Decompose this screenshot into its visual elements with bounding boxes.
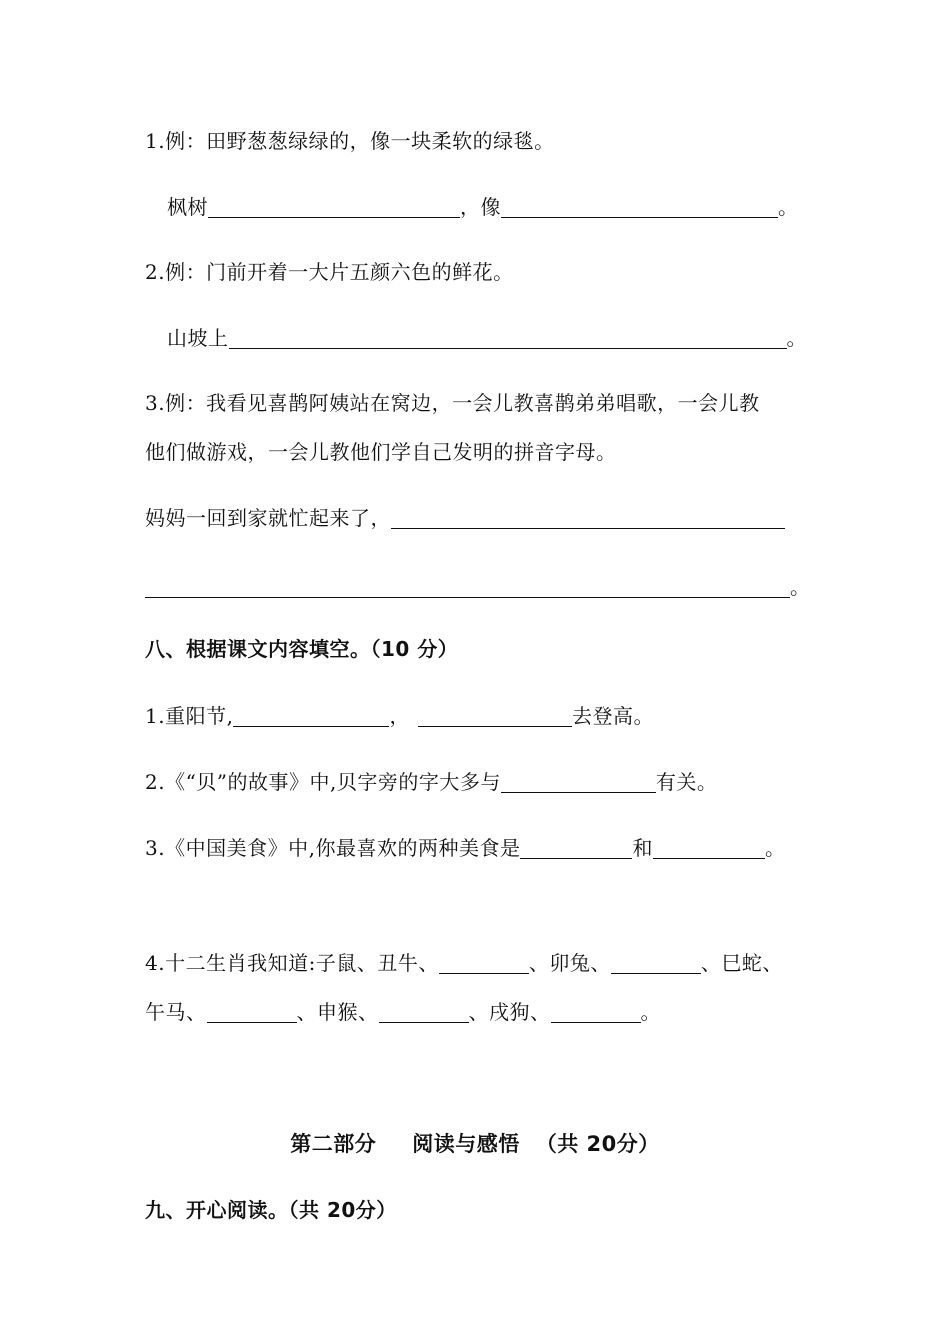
section9-heading: 九、开心阅读。（共 20分） <box>145 1198 397 1222</box>
s8-q4-blank-2[interactable] <box>611 951 701 974</box>
s8-q4-blank-3[interactable] <box>207 1000 297 1023</box>
s8-q3 <box>145 833 785 863</box>
s8-q3-end: 。 <box>764 836 786 860</box>
part2-heading <box>0 1129 950 1159</box>
part2-title: 阅读与感悟 <box>412 1132 520 1156</box>
q3-blank-2[interactable] <box>145 575 790 598</box>
q1-example: 1.例：田野葱葱绿绿的，像一块柔软的绿毯。 <box>145 129 555 153</box>
s8-q3-blank-1[interactable] <box>520 836 632 859</box>
s8-q4-text-c: 、巳蛇、 <box>700 951 783 975</box>
q3-answer-line-1 <box>145 503 785 533</box>
q1-end: 。 <box>778 195 799 219</box>
q1-mid: ，像 <box>460 195 501 219</box>
q2-prefix: 山坡上 <box>167 326 229 350</box>
q2-end: 。 <box>786 326 807 350</box>
s8-q1-end: 去登高。 <box>571 704 654 728</box>
part2-label: 第二部分 <box>290 1132 377 1156</box>
s8-q4-text-e: 、申猴、 <box>296 1000 379 1024</box>
s8-q1-blank-2[interactable] <box>418 704 572 727</box>
s8-q4-end: 。 <box>640 1000 661 1024</box>
s8-q3-blank-2[interactable] <box>653 836 765 859</box>
s8-q4-blank-4[interactable] <box>379 1000 469 1023</box>
s8-q2-prefix: 2.《“贝”的故事》中,贝字旁的字大多与 <box>145 770 501 794</box>
q1-prefix: 枫树 <box>167 195 208 219</box>
q2-answer-line <box>167 323 807 353</box>
s8-q4-text-a: 4.十二生肖我知道:子鼠、丑牛、 <box>145 951 439 975</box>
q3-example-line-1: 3.例：我看见喜鹊阿姨站在窝边，一会儿教喜鹊弟弟唱歌，一会儿教 <box>145 391 760 415</box>
s8-q4-blank-1[interactable] <box>439 951 529 974</box>
q3-end: 。 <box>790 575 811 599</box>
s8-q4-blank-5[interactable] <box>551 1000 641 1023</box>
q3-prompt: 妈妈一回到家就忙起来了， <box>145 506 391 530</box>
q3-blank-1[interactable] <box>391 506 785 529</box>
q1-blank-1[interactable] <box>208 195 460 218</box>
q3-answer-line-2 <box>145 572 811 602</box>
s8-q1-mid: ， <box>389 704 410 728</box>
s8-q1-blank-1[interactable] <box>233 704 389 727</box>
s8-q3-prefix: 3.《中国美食》中,你最喜欢的两种美食是 <box>145 836 521 860</box>
s8-q3-mid: 和 <box>632 836 653 860</box>
section8-heading: 八、根据课文内容填空。（10 分） <box>145 637 459 661</box>
s8-q1-prefix: 1.重阳节, <box>145 704 234 728</box>
s8-q2-end: 有关。 <box>655 770 718 794</box>
s8-q4-text-f: 、戌狗、 <box>468 1000 551 1024</box>
s8-q4-text-b: 、卯兔、 <box>528 951 611 975</box>
s8-q4-line-1 <box>145 948 783 978</box>
part2-score: （共 20分） <box>535 1132 660 1156</box>
q1-answer-line <box>167 192 799 222</box>
s8-q1 <box>145 701 654 731</box>
q2-blank[interactable] <box>229 326 787 349</box>
q2-example: 2.例：门前开着一大片五颜六色的鲜花。 <box>145 260 514 284</box>
s8-q2 <box>145 767 717 797</box>
s8-q4-text-d: 午马、 <box>145 1000 207 1024</box>
s8-q4-line-2 <box>145 997 661 1027</box>
q3-example-line-2: 他们做游戏，一会儿教他们学自己发明的拼音字母。 <box>145 440 617 464</box>
s8-q2-blank[interactable] <box>501 770 656 793</box>
q1-blank-2[interactable] <box>501 195 778 218</box>
